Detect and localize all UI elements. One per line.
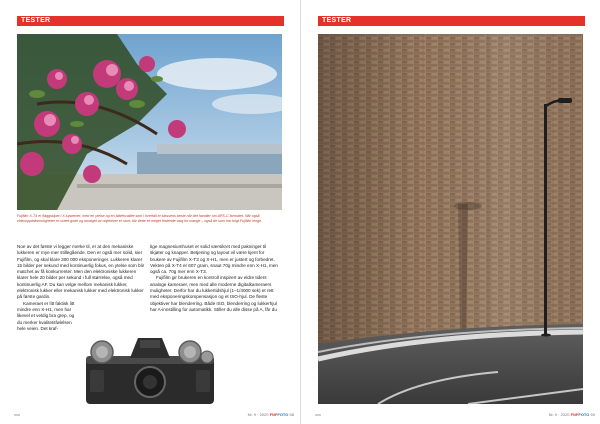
- footer-right: [248, 412, 294, 417]
- footer-right: [549, 412, 595, 417]
- section-banner: TESTER: [17, 16, 284, 26]
- page-footer: [315, 412, 595, 418]
- paragraph: Noe av det første vi legger merke til, er at den mekaniske lukkeren er mye mer stillegående. Den er også mer solid, sier Fujifilm, og skal klare 300 000 eksponeringer. Lukkeren klarer 15 bilder per sekund med kontinuerlig fokus, en ytelse som blir matchet av få konkurrenter. Men den elektroniske lukkeren klarer hele 20 bilder per sekund i full størrelse, også med kontinuerlig AF. Du kan velge mellom mekanisk lukker, elektronisk lukker eller mekanisk lukker med elektronisk lukker på første gardin.: [17, 244, 145, 300]
- paragraph: Fujifilm gir brukeren en kontroll inspirert av eldre tiders analoge kameraer, men med alle moderne digitalkameraers muligheter. Derfor har du lukkertidshjul (1–1/4000 sek) et rett med eksponeringskompensasjon og et ISO-hjul. De fleste objektiver har blenderring. Både ISO, blenderring og lukkerhjul har A-innstilling for automatikk. Stiller du alle disse på A, får du: [150, 275, 277, 312]
- body-column-1: [17, 244, 145, 332]
- flower-photo-svg: [17, 34, 282, 210]
- footer-issue: Nr. 9 · 2020: [548, 412, 570, 417]
- magazine-logo-secondary: FOTO: [578, 412, 590, 417]
- footer-issue: Nr. 9 · 2020: [247, 412, 269, 417]
- magazine-logo-secondary: FOTO: [277, 412, 289, 417]
- paragraph: tige magnesiumhuset er solid værsikret med pakninger til skjøter og knapper. Betjening og layout vil være kjent for brukere av Fujifilm X-T3 og X-H1, men er justert og forbedret. Vekten på X-T4 er 607 gram, snaut 70g mindre enn X-H1, men også ca. 70g mer enn X-T3.: [150, 244, 278, 275]
- page-number: 58: [289, 412, 294, 417]
- magazine-logo: FNF: [570, 412, 579, 417]
- right-page: [300, 0, 600, 424]
- magazine-logo: FNF: [269, 412, 278, 417]
- camera-icon: [80, 330, 220, 410]
- body-column-2: [150, 244, 281, 313]
- page-number: 59: [590, 412, 595, 417]
- brick-wall-photo-svg: [318, 34, 583, 404]
- footer-left: xxx: [14, 412, 20, 417]
- photo-caption: Fujifilm X-T4 er flaggskipet i X-systemet, med en ytelse og en bildekvalitet som i hverfall er klassens beste når det handler om APS-C-formatet. Når også videoopptaksmuligheter er svært gode og utvalget av objektiver er stort, blir dette et meget fristende valg for mange – også de som har fulgt Fujifilm lenge.: [17, 214, 263, 223]
- footer-left: xxx: [315, 412, 321, 417]
- paragraph: Kameraet er litt faktisk litt mindre enn X-H1, men har likevel et veldig bra grep, og du merker kvalitetsfølelsen hele veien. Det kraf-: [17, 300, 75, 331]
- page-footer: [14, 412, 294, 418]
- camera-product-image: [80, 330, 220, 410]
- brick-wall-photo: [318, 34, 583, 404]
- flower-photo: [17, 34, 282, 210]
- section-banner: TESTER: [318, 16, 585, 26]
